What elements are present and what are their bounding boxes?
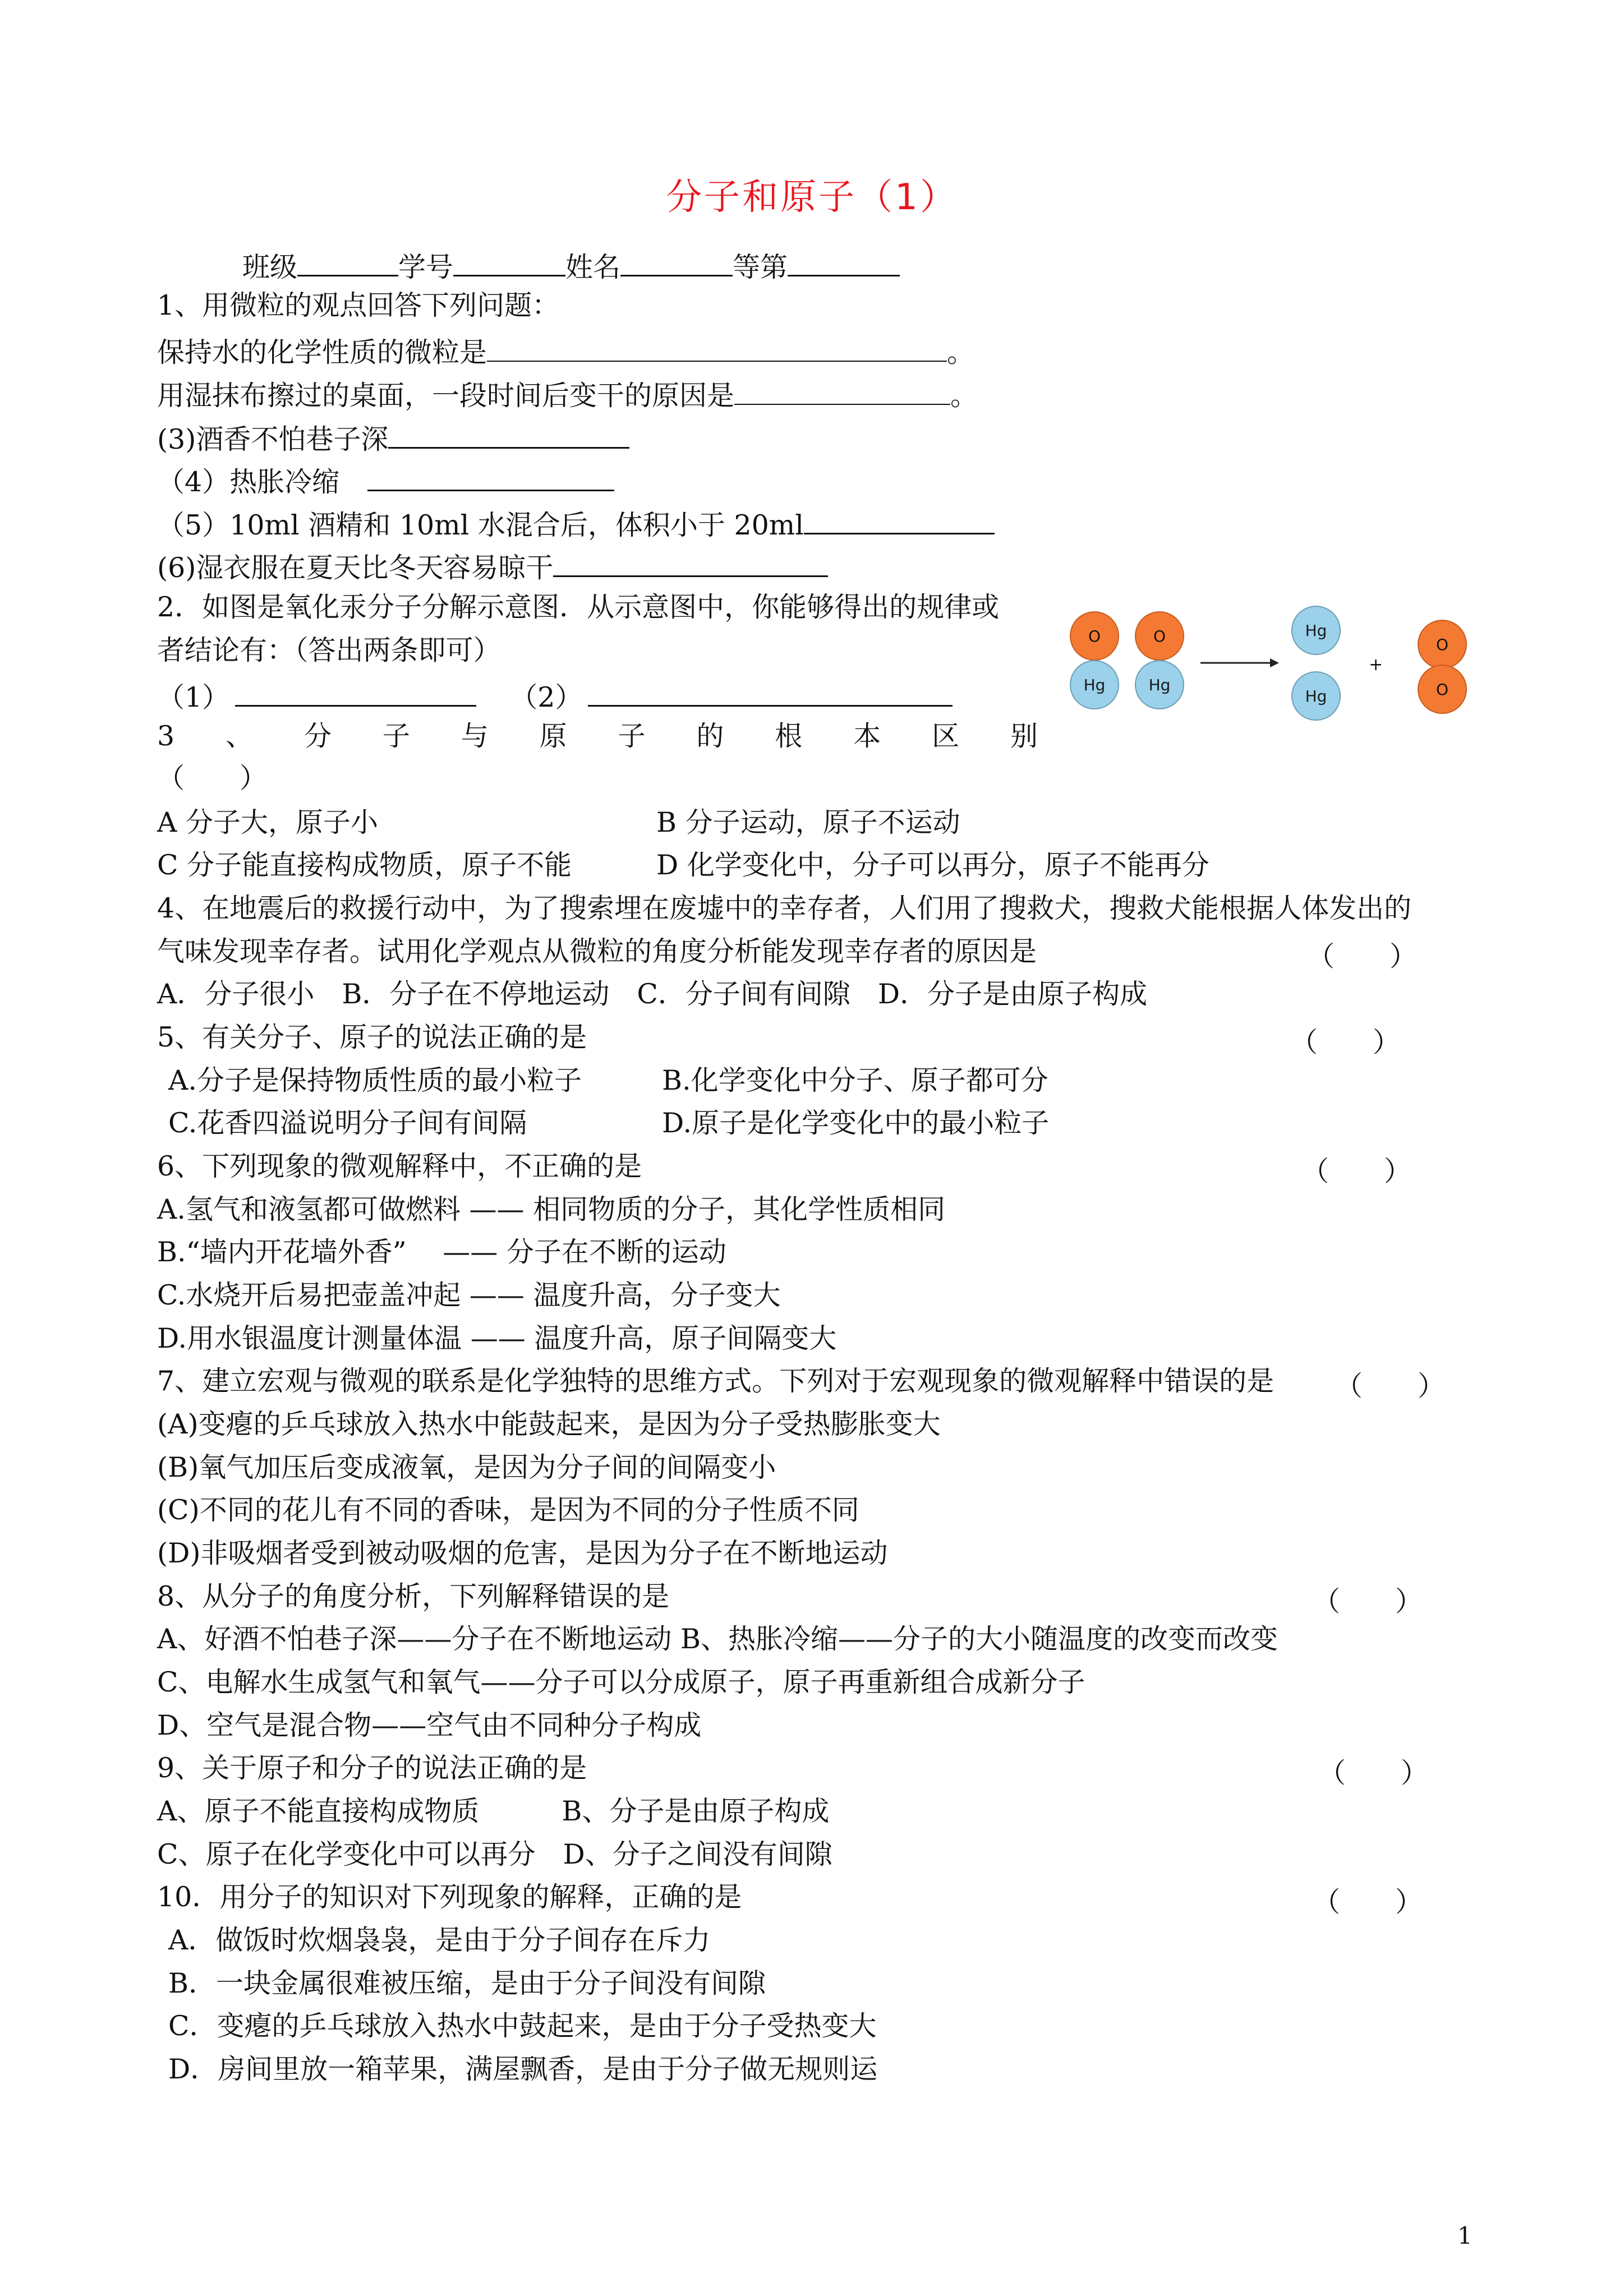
q1-stem: 1、用微粒的观点回答下列问题： [157, 289, 560, 321]
q1-item-b [157, 376, 978, 413]
q3-stem-char: 根 [775, 720, 803, 752]
q9-option-cd[interactable]: C、原子在化学变化中可以再分 D、分子之间没有间隙 [157, 1838, 832, 1870]
q2-answer-2-blank[interactable] [588, 677, 953, 707]
q1-b-period: 。 [950, 380, 978, 412]
q1-item-d [157, 462, 614, 499]
page-number: 1 [1457, 2222, 1473, 2249]
q5-stem: 5、有关分子、原子的说法正确的是 [157, 1021, 587, 1053]
class-blank[interactable] [297, 247, 398, 276]
q10-stem: 10．用分子的知识对下列现象的解释，正确的是 [157, 1881, 742, 1913]
q2-answer-1-label: （1） [157, 681, 230, 713]
oxygen-atom-product-2: O [1418, 665, 1467, 714]
q7-stem: 7、建立宏观与微观的联系是化学独特的思维方式。下列对于宏观现象的微观解释中错误的是 [157, 1365, 1275, 1397]
q5-option-d[interactable]: D.原子是化学变化中的最小粒子 [662, 1107, 1050, 1139]
q3-stem-char: 、 [226, 720, 254, 752]
mercury-atom-product-2: Hg [1291, 671, 1341, 721]
oxygen-atom-product-1: O [1418, 620, 1467, 669]
q10-answer-paren[interactable]: （ ） [1313, 1886, 1423, 1918]
q6-option-b[interactable]: B.“墙内开花墙外香” —— 分子在不断的运动 [157, 1236, 726, 1268]
q8-option-c[interactable]: C、电解水生成氢气和氧气——分子可以分成原子，原子再重新组合成新分子 [157, 1666, 1085, 1698]
q8-stem: 8、从分子的角度分析，下列解释错误的是 [157, 1580, 670, 1612]
q6-option-a[interactable]: A.氢气和液氢都可做燃料 —— 相同物质的分子，其化学性质相同 [157, 1193, 946, 1225]
q8-option-d[interactable]: D、空气是混合物——空气由不同种分子构成 [157, 1709, 702, 1741]
q9-stem: 9、关于原子和分子的说法正确的是 [157, 1752, 587, 1784]
q2-answer-line [157, 677, 953, 714]
q6-option-d[interactable]: D.用水银温度计测量体温 —— 温度升高，原子间隔变大 [157, 1322, 837, 1354]
q4-stem-line-2: 气味发现幸存者。试用化学观点从微粒的角度分析能发现幸存者的原因是 [157, 935, 1037, 967]
q4-stem-line-1: 4、在地震后的救援行动中，为了搜索埋在废墟中的幸存者，人们用了搜救犬，搜救犬能根据人体发出的 [157, 892, 1412, 924]
q8-answer-paren[interactable]: （ ） [1313, 1585, 1423, 1617]
oxygen-atom-1: O [1070, 611, 1119, 661]
q1-a-period: 。 [947, 336, 975, 368]
q10-option-d[interactable]: D．房间里放一箱苹果，满屋飘香，是由于分子做无规则运 [168, 2053, 878, 2085]
q8-option-ab[interactable]: A、好酒不怕巷子深——分子在不断地运动 B、热胀冷缩——分子的大小随温度的改变而改变 [157, 1623, 1278, 1655]
q5-option-a[interactable]: A.分子是保持物质性质的最小粒子 [168, 1064, 582, 1096]
oxygen-atom-2: O [1135, 611, 1184, 661]
q3-stem-char: 分 [303, 720, 332, 752]
q6-stem: 6、下列现象的微观解释中，不正确的是 [157, 1150, 642, 1182]
q7-option-c[interactable]: (C)不同的花儿有不同的香味，是因为不同的分子性质不同 [157, 1494, 859, 1526]
q6-answer-paren[interactable]: （ ） [1301, 1155, 1412, 1187]
q1-item-e [157, 505, 995, 542]
q3-option-a[interactable]: A 分子大，原子小 [157, 806, 378, 838]
q1-item-c-text: (3)酒香不怕巷子深 [157, 423, 389, 455]
q1-item-c [157, 419, 629, 457]
q1-f-blank[interactable] [553, 547, 828, 577]
q3-stem-char: 3 [157, 720, 175, 752]
page-title: 分子和原子（1） [666, 177, 958, 218]
q1-item-a [157, 333, 974, 370]
number-blank[interactable] [453, 247, 565, 276]
q3-stem-char: 子 [618, 720, 646, 752]
class-label: 班级 [242, 251, 298, 283]
number-label: 学号 [398, 251, 454, 283]
q2-stem-line-2: 者结论有：（答出两条即可） [157, 634, 501, 666]
student-info-line [242, 247, 900, 284]
q3-stem-char: 原 [539, 720, 567, 752]
q1-c-blank[interactable] [388, 419, 629, 449]
q5-answer-paren[interactable]: （ ） [1290, 1026, 1401, 1058]
q1-d-blank[interactable] [367, 462, 614, 491]
mercury-atom-product-1: Hg [1291, 606, 1341, 655]
q1-item-a-text: 保持水的化学性质的微粒是 [157, 336, 487, 368]
q5-option-b[interactable]: B.化学变化中分子、原子都可分 [662, 1064, 1048, 1096]
plus-sign: + [1369, 655, 1383, 675]
q7-option-b[interactable]: (B)氧气加压后变成液氧，是因为分子间的间隔变小 [157, 1451, 776, 1483]
q1-item-f [157, 547, 828, 585]
grade-blank[interactable] [788, 247, 900, 276]
q7-option-d[interactable]: (D)非吸烟者受到被动吸烟的危害，是因为分子在不断地运动 [157, 1537, 888, 1569]
q6-option-c[interactable]: C.水烧开后易把壶盖冲起 —— 温度升高，分子变大 [157, 1279, 781, 1311]
q3-stem-char: 本 [853, 720, 881, 752]
q4-answer-paren[interactable]: （ ） [1307, 940, 1418, 972]
mercury-atom-1: Hg [1070, 660, 1119, 709]
q10-option-c[interactable]: C．变瘪的乒乓球放入热水中鼓起来，是由于分子受热变大 [168, 2010, 877, 2042]
q2-answer-2-label: （2） [510, 681, 583, 713]
q3-stem-char: 的 [696, 720, 724, 752]
q1-b-blank[interactable] [734, 376, 950, 405]
q1-item-b-text: 用湿抹布擦过的桌面，一段时间后变干的原因是 [157, 380, 735, 412]
q1-item-e-text: （5）10ml 酒精和 10ml 水混合后，体积小于 20ml [157, 509, 804, 541]
q1-item-d-text: （4）热胀冷缩 [157, 466, 340, 498]
q1-a-blank[interactable] [487, 333, 947, 362]
q10-option-a[interactable]: A．做饭时炊烟袅袅，是由于分子间存在斥力 [168, 1924, 711, 1956]
q3-stem-char: 区 [932, 720, 960, 752]
q5-option-c[interactable]: C.花香四溢说明分子间有间隔 [168, 1107, 527, 1139]
q3-stem-char: 与 [461, 720, 489, 752]
q10-option-b[interactable]: B．一块金属很难被压缩，是由于分子间没有间隙 [168, 1967, 766, 1999]
q3-stem-char: 别 [1010, 720, 1038, 752]
q7-option-a[interactable]: (A)变瘪的乒乓球放入热水中能鼓起来，是因为分子受热膨胀变大 [157, 1408, 941, 1440]
q1-item-f-text: (6)湿衣服在夏天比冬天容易晾干 [157, 552, 554, 584]
q2-stem-line-1: 2．如图是氧化汞分子分解示意图．从示意图中，你能够得出的规律或 [157, 591, 1000, 623]
q3-option-c[interactable]: C 分子能直接构成物质，原子不能 [157, 849, 572, 881]
q4-options[interactable]: A．分子很小 B．分子在不停地运动 C．分子间有间隙 D．分子是由原子构成 [157, 978, 1148, 1010]
name-label: 姓名 [565, 251, 621, 283]
name-blank[interactable] [620, 247, 733, 276]
reaction-arrow-icon [1200, 656, 1279, 670]
q9-answer-paren[interactable]: （ ） [1318, 1757, 1429, 1789]
grade-label: 等第 [733, 251, 788, 283]
q2-answer-1-blank[interactable] [235, 677, 476, 707]
q3-answer-paren[interactable]: （ ） [157, 762, 268, 794]
q3-option-b[interactable]: B 分子运动，原子不运动 [656, 806, 960, 838]
q3-option-d[interactable]: D 化学变化中，分子可以再分，原子不能再分 [656, 849, 1209, 881]
q1-e-blank[interactable] [804, 505, 995, 534]
q7-answer-paren[interactable]: （ ） [1335, 1370, 1446, 1402]
mercury-atom-2: Hg [1135, 660, 1184, 709]
q3-stem [157, 720, 1038, 753]
q3-stem-char: 子 [382, 720, 410, 752]
q9-option-ab[interactable]: A、原子不能直接构成物质 B、分子是由原子构成 [157, 1795, 830, 1827]
